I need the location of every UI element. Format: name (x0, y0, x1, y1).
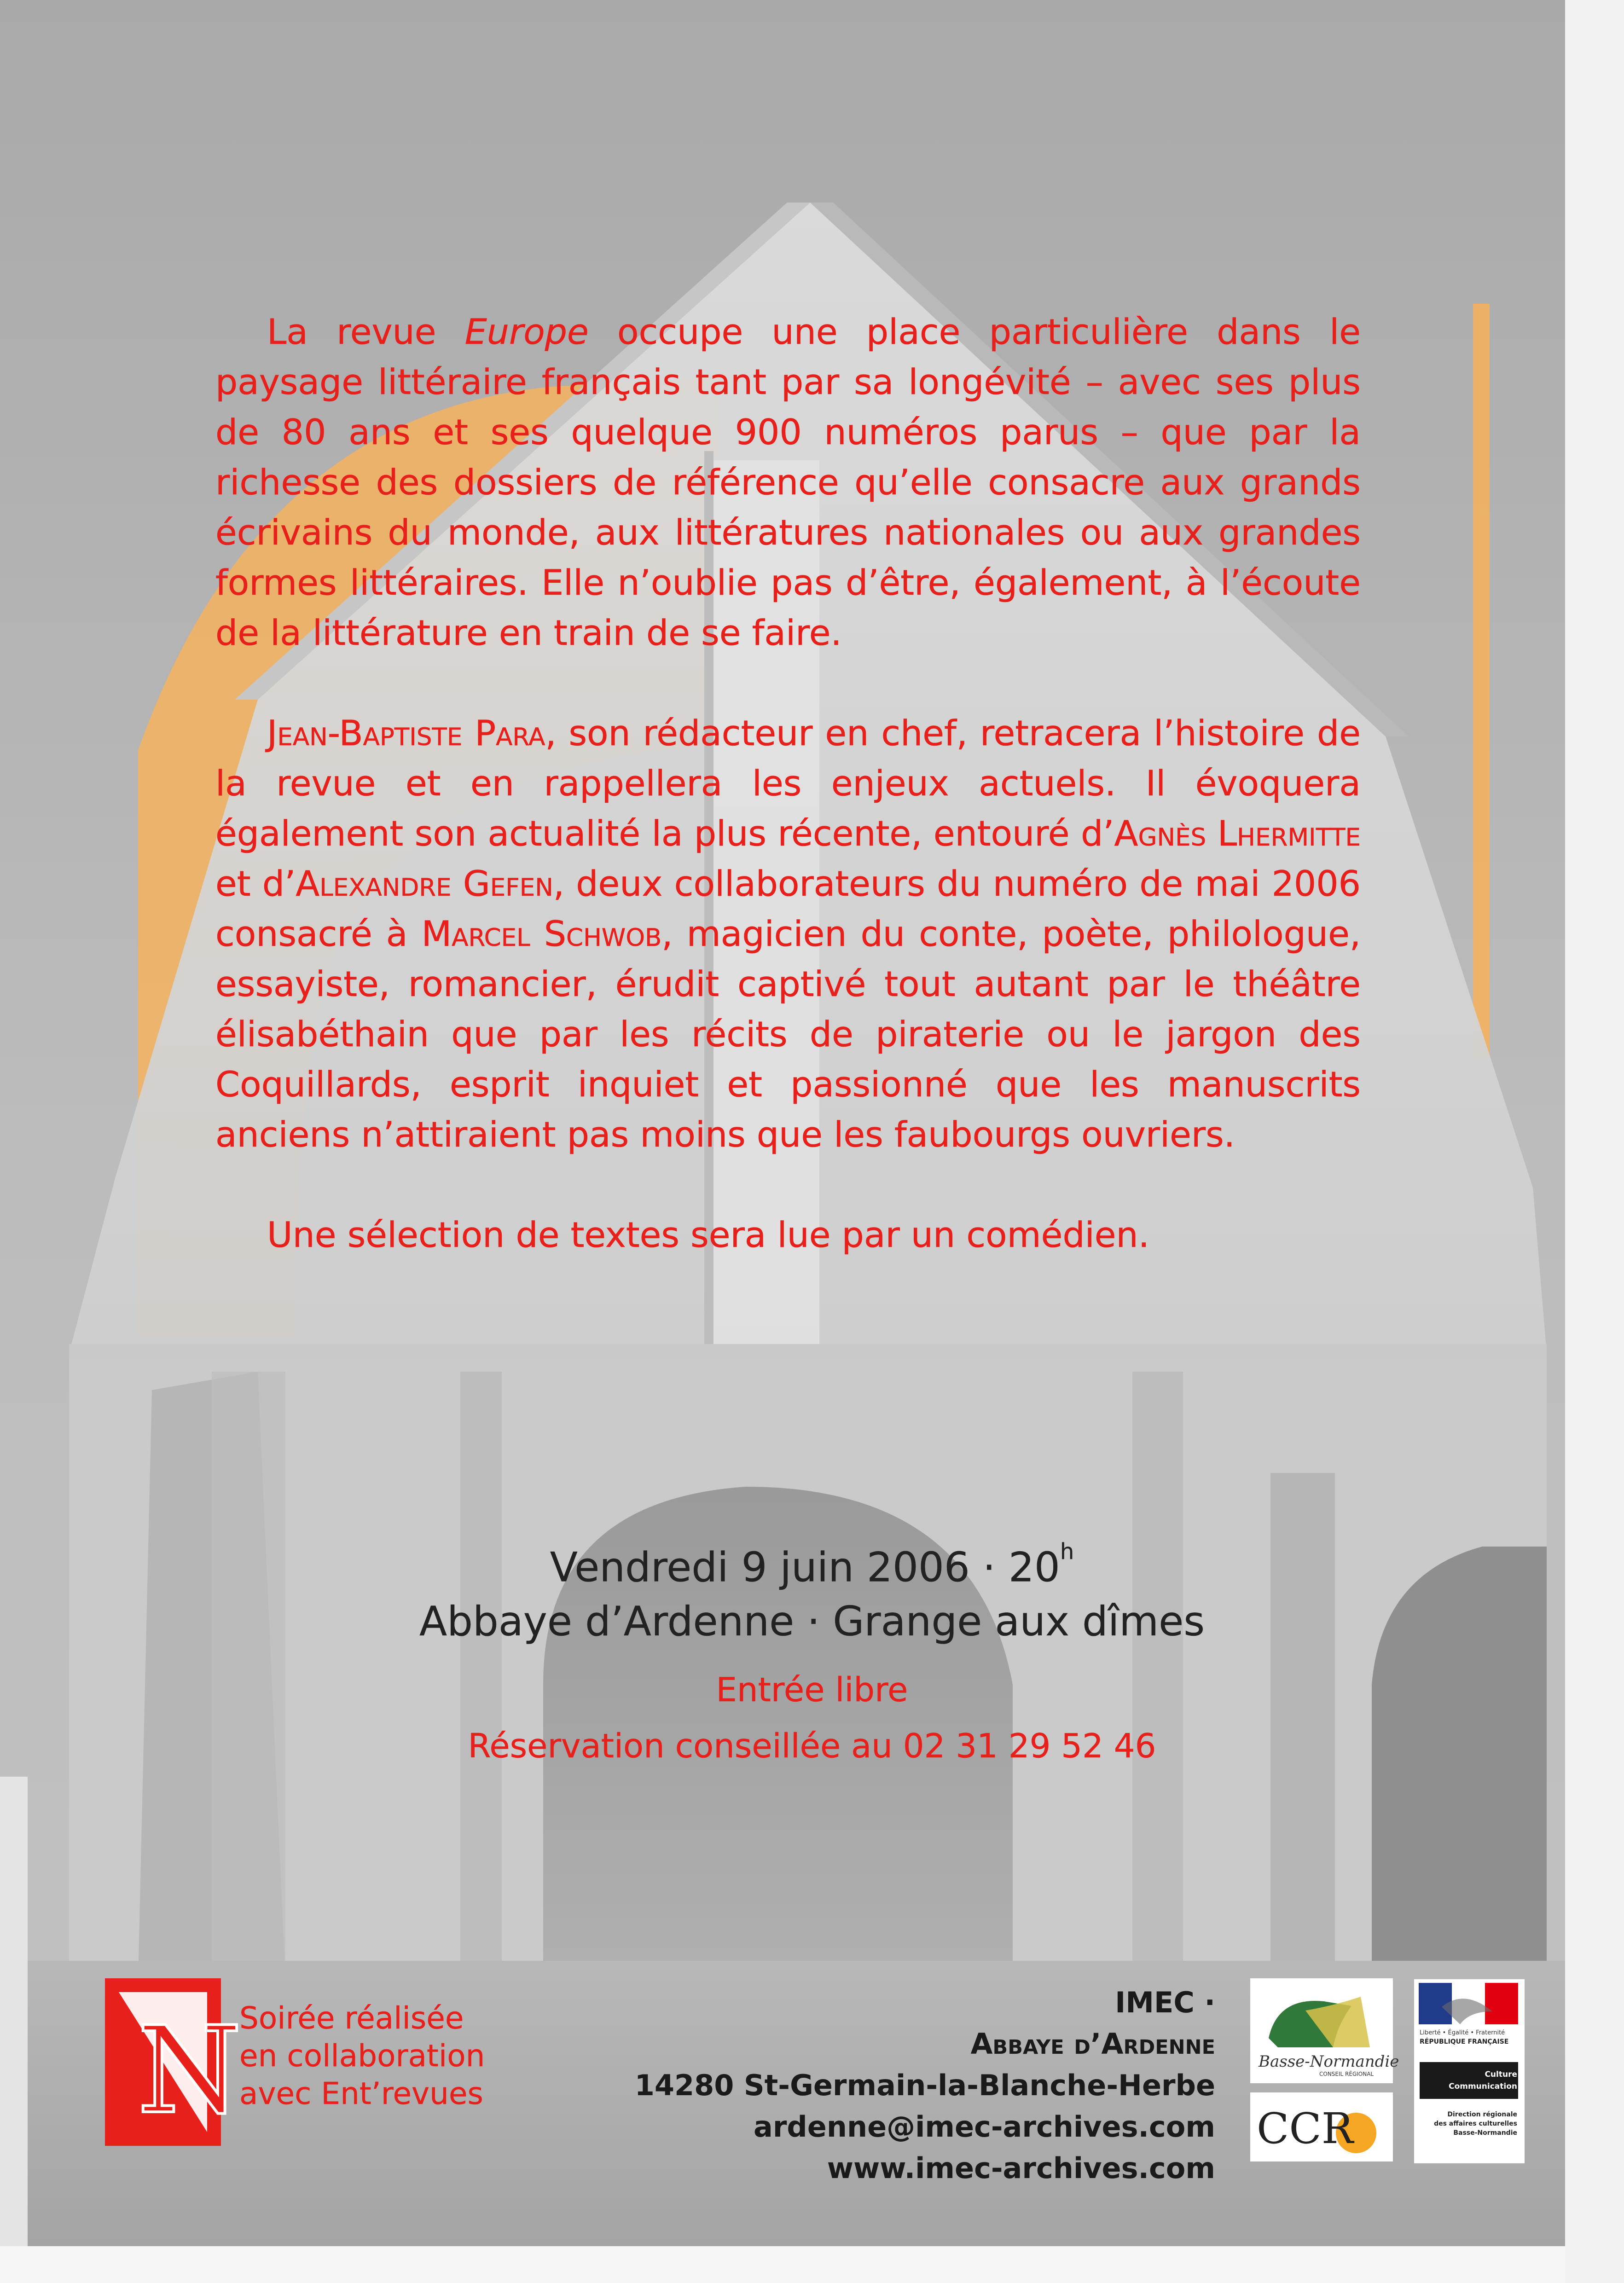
svg-text:Culture: Culture (1485, 2070, 1517, 2079)
event-details (0, 1533, 1624, 1774)
event-entry: Entrée libre (716, 1670, 908, 1709)
ccr-logo (1250, 2092, 1393, 2161)
svg-text:des affaires culturelles: des affaires culturelles (1434, 2120, 1517, 2127)
svg-text:N: N (137, 2001, 242, 2140)
person-name: Marcel Schwob (421, 913, 662, 954)
partner-credit: Soirée réalisée en collaboration avec Ent’revues (239, 2000, 485, 2111)
description-text (215, 307, 1361, 1260)
event-date: Vendredi 9 juin $2006 \cdot 20^h$ (550, 1539, 1074, 1591)
entrevues-logo (105, 1978, 242, 2146)
svg-text:Basse-Normandie: Basse-Normandie (1259, 2052, 1399, 2071)
website-link[interactable]: www.imec-archives.com (827, 2151, 1215, 2185)
svg-text:Direction régionale: Direction régionale (1447, 2111, 1517, 2118)
svg-text:Basse-Normandie: Basse-Normandie (1453, 2129, 1517, 2137)
person-name: Alexandre Gefen (296, 863, 553, 904)
svg-text:Communication: Communication (1449, 2082, 1517, 2091)
svg-text:CCR: CCR (1257, 2104, 1354, 2153)
imec-address (635, 1982, 1215, 2189)
intro-paragraph: La revue Europe occupe une place particulière dans le paysage littéraire français tant par sa longévité – avec ses plus de 80 ans et ses quelque 900 numéros parus – que par la richesse des dossiers de référence qu’elle consacre aux grands écrivains du monde, aux littératures nationales ou aux grandes formes littéraires. Elle n’oublie pas d’être, également, à l’écoute de la littérature en train de se faire. (215, 311, 1361, 653)
org-name: IMEC · Abbaye d’Ardenne (970, 1986, 1215, 2061)
email-link[interactable]: ardenne@imec-archives.com (754, 2110, 1215, 2144)
svg-text:CONSEIL RÉGIONAL: CONSEIL RÉGIONAL (1319, 2071, 1374, 2077)
person-name: Agnès Lhermitte (1114, 813, 1361, 854)
event-booking: Réservation conseillée au 02 31 29 52 46 (468, 1727, 1156, 1766)
journal-title: Europe (464, 311, 589, 352)
basse-normandie-logo (1250, 1978, 1399, 2083)
person-name: Jean-Baptiste Para (267, 713, 545, 753)
svg-text:Liberté • Égalité • Fraternité: Liberté • Égalité • Fraternité (1420, 2029, 1505, 2036)
reading-paragraph: Une sélection de textes sera lue par un comédien. (267, 1214, 1149, 1255)
svg-text:RÉPUBLIQUE FRANÇAISE: RÉPUBLIQUE FRANÇAISE (1420, 2038, 1509, 2045)
event-place: Abbaye d’Ardenne · Grange aux dîmes (419, 1598, 1205, 1646)
republique-francaise-logo (1414, 1979, 1525, 2163)
postal-address: 14280 St-Germain-la-Blanche-Herbe (634, 2069, 1215, 2102)
presentation-paragraph: Jean-Baptiste Para, son rédacteur en chef, retracera l’histoire de la revue et en rappellera les enjeux actuels. Il évoquera également son actualité la plus récente, entouré d’Agnès Lhermitte et d’Alexandre Gefen, deux collaborateurs du numéro de mai 2006 consacré à Marcel Schwob, magicien du conte, poète, philologue, essayiste, romancier, érudit captivé tout autant par le théâtre élisabéthain que par les récits de piraterie ou le jargon des Coquillards, esprit inquiet et passionné que les manuscrits anciens n’attiraient pas moins que les faubourgs ouvriers. (215, 713, 1361, 1155)
